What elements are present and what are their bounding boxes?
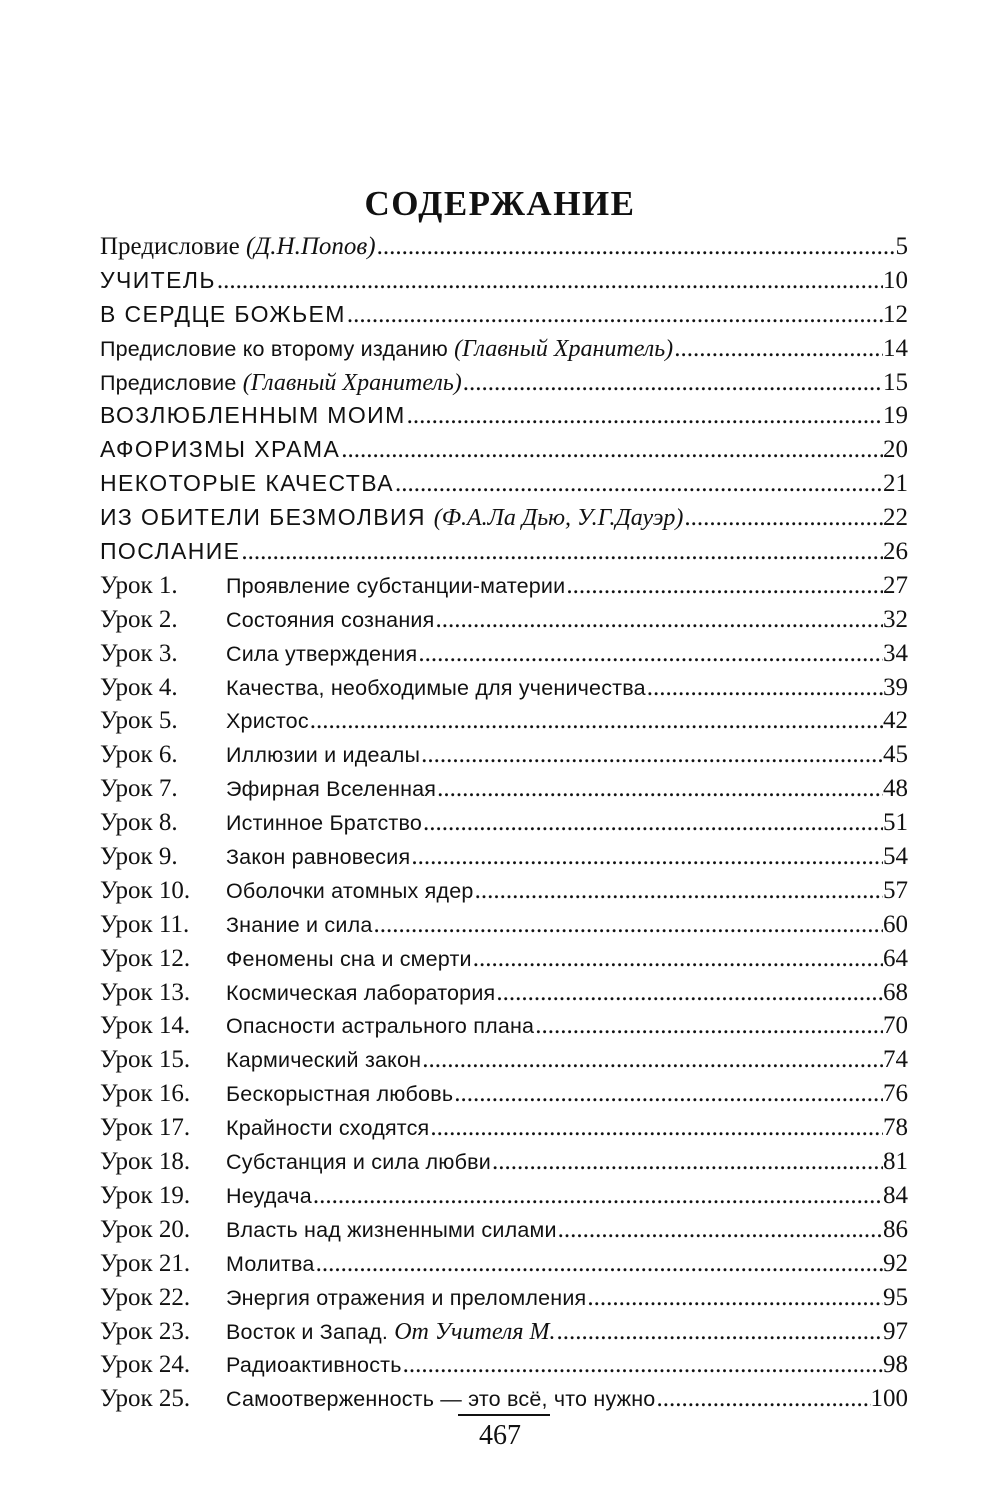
dot-leader [421,738,883,772]
entry-title-text: Истинное Братство [226,811,422,836]
lesson-entry [100,1382,908,1416]
entry-title [226,1248,315,1281]
entry-page-number: 27 [883,571,908,599]
entry-page-number: 51 [883,809,908,837]
dot-leader [423,806,883,840]
entry-title [100,367,462,400]
toc-entry [100,264,908,298]
dot-leader [217,264,883,298]
entry-title-text: Оболочки атомных ядер [226,878,474,903]
lesson-number: Урок 18. [100,1148,191,1176]
dot-leader [395,467,883,501]
entry-title [100,467,394,501]
entry-page-number: 32 [883,605,908,633]
entry-page-number: 19 [883,402,908,430]
dot-leader [647,671,883,705]
dot-leader [558,1213,883,1247]
lesson-entry [100,840,908,874]
entry-page-number: 22 [883,504,908,532]
entry-title-text: Иллюзии и идеалы [226,743,421,768]
entry-page-number: 64 [883,944,908,972]
entry-page-number: 70 [883,1012,908,1040]
dot-leader [492,1145,883,1179]
entry-page-number: 20 [883,436,908,464]
entry-title-text: Молитва [226,1251,315,1276]
lesson-entry [100,603,908,637]
lesson-entry [100,1213,908,1247]
dot-leader [475,874,883,908]
entry-title-text: Эфирная Вселенная [226,777,437,802]
entry-title [226,1383,655,1416]
lesson-number: Урок 3. [100,639,178,667]
entry-title [100,433,340,467]
entry-title-text: Знание и сила [226,912,373,937]
entry-page-number: 5 [895,233,908,260]
entry-title-text: Власть над жизненными силами [226,1217,557,1242]
entry-page-number: 57 [883,876,908,904]
entry-title-text: Состояния сознания [226,607,435,632]
entry-title [226,943,472,976]
entry-page-number: 54 [883,843,908,871]
lesson-number: Урок 23. [100,1317,191,1345]
entry-title [226,1214,557,1247]
entry-author-note: (Д.Н.Попов) [246,233,376,260]
entry-title [226,773,436,806]
entry-title [226,1010,534,1043]
lesson-entry [100,569,908,603]
entry-page-number: 84 [883,1181,908,1209]
entry-author-note: (Ф.А.Ла Дью, У.Г.Дауэр) [433,505,684,532]
lesson-number: Урок 2. [100,605,178,633]
dot-leader [435,603,883,637]
entry-page-number: 10 [883,266,908,294]
entry-title [226,1112,429,1145]
dot-leader [403,1348,883,1382]
lesson-number: Урок 21. [100,1249,191,1277]
lesson-entry [100,1145,908,1179]
lesson-entry [100,1077,908,1111]
entry-title [100,501,683,535]
toc-entry [100,230,908,264]
lesson-number: Урок 15. [100,1046,191,1074]
entry-title [100,399,406,433]
dot-leader [418,637,883,671]
dot-leader [684,501,883,535]
entry-title-text: ИЗ ОБИТЕЛИ БЕЗМОЛВИЯ [100,504,434,531]
entry-page-number: 78 [883,1114,908,1142]
entry-page-number: 92 [883,1249,908,1277]
dot-leader [587,1281,883,1315]
table-of-contents [100,230,908,1416]
lesson-entry [100,1179,908,1213]
lesson-entry [100,1315,908,1349]
entry-title [100,535,240,569]
lesson-entry [100,1281,908,1315]
entry-page-number: 86 [883,1215,908,1243]
entry-page-number: 45 [883,741,908,769]
dot-leader [473,942,883,976]
entry-title-text: Феномены сна и смерти [226,946,472,971]
dot-leader [377,230,896,264]
entry-title-text: Качества, необходимые для ученичества [226,675,646,700]
entry-title [226,1180,312,1213]
entry-page-number: 95 [883,1283,908,1311]
entry-page-number: 81 [883,1148,908,1176]
lesson-entry [100,976,908,1010]
entry-title-text: Крайности сходятся [226,1116,430,1141]
entry-title [226,1044,421,1077]
entry-title-text: Предисловие ко второму изданию [100,336,455,361]
toc-entry [100,399,908,433]
entry-page-number: 34 [883,639,908,667]
lesson-number: Урок 7. [100,775,178,803]
toc-entry [100,433,908,467]
dot-leader [347,298,883,332]
dot-leader [656,1382,870,1416]
dot-leader [310,704,883,738]
entry-title-text: Самоотверженность — это всё, что нужно [226,1387,656,1412]
entry-title [226,909,372,942]
entry-title-text: Предисловие [100,370,243,395]
entry-title-text: Опасности астрального плана [226,1014,535,1039]
entry-page-number: 12 [883,300,908,328]
lesson-number: Урок 8. [100,809,178,837]
toc-entry [100,535,908,569]
dot-leader [437,772,883,806]
entry-title-text: АФОРИЗМЫ ХРАМА [100,436,341,463]
entry-title [226,1349,402,1382]
dot-leader [422,1043,883,1077]
entry-title [226,705,309,738]
entry-title [100,333,673,366]
dot-leader [411,840,883,874]
lesson-entry [100,908,908,942]
entry-page-number: 100 [870,1385,908,1413]
dot-leader [535,1009,883,1043]
toc-entry [100,501,908,535]
dot-leader [463,366,883,400]
entry-title [226,1316,555,1349]
entry-title [226,570,565,603]
entry-page-number: 60 [883,910,908,938]
entry-title-text: Предисловие [100,233,247,260]
entry-page-number: 68 [883,978,908,1006]
entry-author-note: (Главный Хранитель) [454,335,674,362]
dot-leader [430,1111,883,1145]
dot-leader [241,535,883,569]
entry-title-text: ПОСЛАНИЕ [100,538,241,565]
lesson-entry [100,738,908,772]
entry-title-text: Энергия отражения и преломления [226,1285,587,1310]
lesson-entry [100,704,908,738]
entry-title [100,298,346,332]
entry-title-text: В СЕРДЦЕ БОЖЬЕМ [100,300,346,327]
entry-title [226,977,495,1010]
entry-title [100,230,376,264]
dot-leader [313,1179,883,1213]
entry-page-number: 14 [883,334,908,362]
entry-page-number: 15 [883,368,908,396]
lesson-entry [100,671,908,705]
entry-page-number: 97 [883,1317,908,1345]
entry-title-text: Восток и Запад. [226,1319,395,1344]
entry-title-text: ВОЗЛЮБЛЕННЫМ МОИМ [100,402,406,429]
entry-title-text: Бескорыстная любовь [226,1082,454,1107]
dot-leader [407,399,883,433]
dot-leader [566,569,883,603]
lesson-number: Урок 14. [100,1012,191,1040]
entry-author-note: (Главный Хранитель) [242,369,462,396]
entry-title [226,739,420,772]
entry-page-number: 39 [883,673,908,701]
lesson-number: Урок 1. [100,571,178,599]
entry-title-text: Космическая лаборатория [226,980,496,1005]
entry-title [226,807,422,840]
entry-title-text: Проявление субстанции-материи [226,573,566,598]
lesson-entry [100,874,908,908]
lesson-number: Урок 24. [100,1351,191,1379]
entry-author-note: От Учителя М. [394,1318,556,1345]
lesson-entry [100,1043,908,1077]
dot-leader [341,433,883,467]
lesson-entry [100,1348,908,1382]
entry-page-number: 98 [883,1351,908,1379]
entry-title-text: УЧИТЕЛЬ [100,266,216,293]
entry-page-number: 48 [883,775,908,803]
entry-title-text: Радиоактивность [226,1353,402,1378]
toc-entry [100,298,908,332]
entry-title [226,875,474,908]
lesson-number: Урок 19. [100,1181,191,1209]
entry-title [226,1282,586,1315]
entry-title [226,1146,491,1179]
lesson-number: Урок 16. [100,1080,191,1108]
entry-title-text: НЕКОТОРЫЕ КАЧЕСТВА [100,470,394,497]
entry-page-number: 26 [883,538,908,566]
toc-entry [100,332,908,366]
page-number: 467 [479,1420,521,1451]
page-title: СОДЕРЖАНИЕ [364,184,636,224]
lesson-number: Урок 5. [100,707,178,735]
entry-title-text: Субстанция и сила любви [226,1150,491,1175]
lesson-entry [100,1247,908,1281]
entry-title [226,604,434,637]
entry-page-number: 74 [883,1046,908,1074]
entry-title [226,1078,453,1111]
lesson-entry [100,1111,908,1145]
entry-page-number: 42 [883,707,908,735]
dot-leader [316,1247,883,1281]
dot-leader [674,332,883,366]
entry-title [226,672,646,705]
entry-title [226,638,417,671]
entry-title-text: Христос [226,709,309,734]
entry-title-text: Кармический закон [226,1048,422,1073]
lesson-number: Урок 17. [100,1114,191,1142]
dot-leader [373,908,883,942]
entry-title [226,841,410,874]
lesson-entry [100,772,908,806]
entry-title-text: Сила утверждения [226,641,418,666]
lesson-entry [100,1009,908,1043]
entry-page-number: 21 [883,470,908,498]
lesson-entry [100,637,908,671]
lesson-number: Урок 11. [100,910,190,938]
lesson-number: Урок 22. [100,1283,191,1311]
lesson-number: Урок 25. [100,1385,191,1413]
lesson-number: Урок 12. [100,944,191,972]
lesson-number: Урок 10. [100,876,191,904]
toc-entry [100,366,908,400]
lesson-number: Урок 4. [100,673,178,701]
lesson-number: Урок 20. [100,1215,191,1243]
entry-title [100,264,216,298]
dot-leader [556,1315,883,1349]
entry-title-text: Неудача [226,1183,312,1208]
lesson-number: Урок 13. [100,978,191,1006]
entry-page-number: 76 [883,1080,908,1108]
lesson-entry [100,942,908,976]
dot-leader [496,976,883,1010]
lesson-number: Урок 6. [100,741,178,769]
entry-title-text: Закон равновесия [226,845,411,870]
toc-entry [100,467,908,501]
dot-leader [454,1077,883,1111]
lesson-entry [100,806,908,840]
lesson-number: Урок 9. [100,843,178,871]
